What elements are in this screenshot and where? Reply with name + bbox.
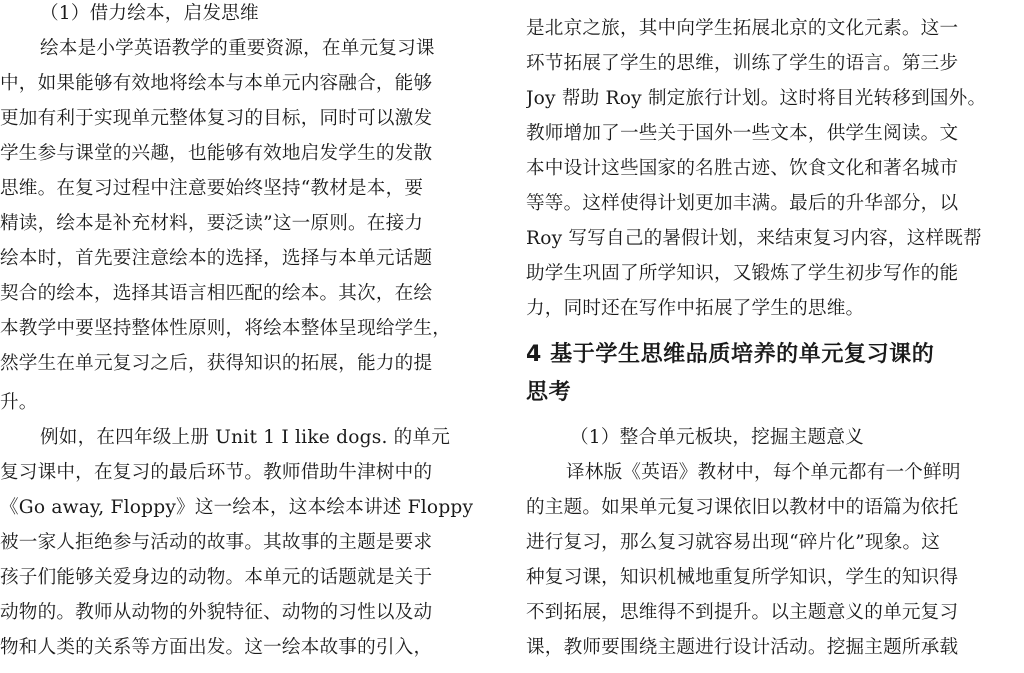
section-heading-line-1: 4 基于学生思维品质培养的单元复习课的 [526,342,935,367]
right-p1-line-6: 课，教师要围绕主题进行设计活动。挖掘主题所承载 [526,637,959,658]
right-cont-line-6: 等等。这样使得计划更加丰满。最后的升华部分，以 [526,193,959,214]
right-subheading: （1）整合单元板块，挖掘主题意义 [570,427,864,448]
left-p1-line-3: 更加有利于实现单元整体复习的目标，同时可以激发 [0,108,433,129]
right-p1-line-1: 译林版《英语》教材中，每个单元都有一个鲜明 [566,462,961,483]
right-cont-line-7: Roy 写写自己的暑假计划，来结束复习内容，这样既帮 [526,228,982,249]
left-subheading: （1）借力绘本，启发思维 [40,3,259,24]
left-column [0,0,484,673]
left-p2-line-1: 例如，在四年级上册 Unit 1 I like dogs. 的单元 [40,427,451,448]
left-p1-line-5: 思维。在复习过程中注意要始终坚持“教材是本，要 [0,178,424,199]
right-cont-line-5: 本中设计这些国家的名胜古迹、饮食文化和著名城市 [526,158,959,179]
left-p2-line-5: 孩子们能够关爱身边的动物。本单元的话题就是关于 [0,567,433,588]
right-p1-line-5: 不到拓展，思维得不到提升。以主题意义的单元复习 [526,602,959,623]
left-p2-line-6: 动物的。教师从动物的外貌特征、动物的习性以及动 [0,602,433,623]
left-p2-line-2: 复习课中，在复习的最后环节。教师借助牛津树中的 [0,462,433,483]
right-p1-line-4: 种复习课，知识机械地重复所学知识，学生的知识得 [526,567,959,588]
right-cont-line-1: 是北京之旅，其中向学生拓展北京的文化元素。这一 [526,18,959,39]
left-p2-line-7: 物和人类的关系等方面出发。这一绘本故事的引入， [0,637,433,658]
section-heading-line-2: 思考 [526,380,572,405]
left-p1-line-11: 升。 [0,392,38,413]
left-p1-line-8: 契合的绘本，选择其语言相匹配的绘本。其次，在绘 [0,283,433,304]
left-p2-line-4: 被一家人拒绝参与活动的故事。其故事的主题是要求 [0,532,433,553]
right-column [526,0,1016,673]
left-p1-line-1: 绘本是小学英语教学的重要资源，在单元复习课 [40,38,435,59]
left-p1-line-7: 绘本时，首先要注意绘本的选择，选择与本单元话题 [0,248,433,269]
left-p1-line-4: 学生参与课堂的兴趣，也能够有效地启发学生的发散 [0,143,433,164]
right-p1-line-2: 的主题。如果单元复习课依旧以教材中的语篇为依托 [526,497,959,518]
right-cont-line-8: 助学生巩固了所学知识，又锻炼了学生初步写作的能 [526,263,959,284]
right-cont-line-4: 教师增加了一些关于国外一些文本，供学生阅读。文 [526,123,959,144]
left-p1-line-6: 精读，绘本是补充材料，要泛读”这一原则。在接力 [0,213,424,234]
left-p2-line-3: 《Go away, Floppy》这一绘本，这本绘本讲述 Floppy [0,497,474,518]
right-cont-line-9: 力，同时还在写作中拓展了学生的思维。 [526,298,865,319]
left-p1-line-9: 本教学中要坚持整体性原则，将绘本整体呈现给学生， [0,318,452,339]
right-cont-line-3: Joy 帮助 Roy 制定旅行计划。这时将目光转移到国外。 [526,88,987,109]
right-cont-line-2: 环节拓展了学生的思维，训练了学生的语言。第三步 [526,53,959,74]
left-p1-line-2: 中，如果能够有效地将绘本与本单元内容融合，能够 [0,73,433,94]
left-p1-line-10: 然学生在单元复习之后，获得知识的拓展，能力的提 [0,353,433,374]
right-p1-line-3: 进行复习，那么复习就容易出现“碎片化”现象。这 [526,532,941,553]
